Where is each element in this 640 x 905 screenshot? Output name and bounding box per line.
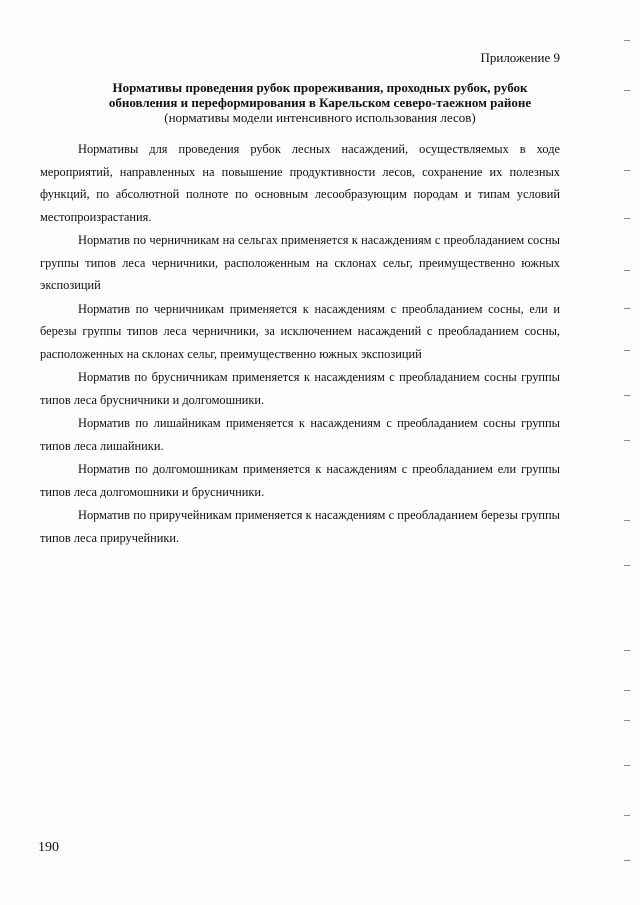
scan-mark — [624, 308, 630, 309]
paragraph-intro: Нормативы для проведения рубок лесных насаждений, осуществляемых в ходе мероприятий, направленных на повышение продуктивности лесов, сохранение их полезных функций, по абсолютной полноте по основным лесообразующим породам и типам условий местопроизрастания. — [40, 142, 560, 224]
scan-mark — [624, 90, 630, 91]
scan-mark — [624, 170, 630, 171]
title-subtitle: (нормативы модели интенсивного использования лесов) — [164, 110, 476, 125]
scan-mark — [624, 40, 630, 41]
scan-mark — [624, 218, 630, 219]
paragraph-stream-side: Норматив по приручейникам применяется к насаждениям с преобладанием березы группы типов леса приручейники. — [40, 508, 560, 545]
scan-mark — [624, 395, 630, 396]
paragraph-lichen: Норматив по лишайникам применяется к насаждениям с преобладанием сосны группы типов леса лишайники. — [40, 416, 560, 453]
scan-mark — [624, 650, 630, 651]
title-line-2: обновления и переформирования в Карельском северо-таежном районе — [108, 95, 532, 110]
scan-mark — [624, 765, 630, 766]
scan-mark — [624, 350, 630, 351]
scan-mark — [624, 690, 630, 691]
paragraph-blueberry-selga: Норматив по черничникам на сельгах применяется к насаждениям с преобладанием сосны группы типов леса черничники, расположенным на склонах сельг, преимущественно южных экспозиций — [40, 233, 560, 292]
title-line-1: Нормативы проведения рубок прореживания, проходных рубок, рубок — [112, 80, 528, 95]
scan-mark — [624, 815, 630, 816]
scan-margin-marks — [618, 20, 630, 880]
document-body — [40, 138, 560, 550]
paragraph-long-moss: Норматив по долгомошникам применяется к насаждениям с преобладанием ели группы типов леса долгомошники и брусничники. — [40, 462, 560, 499]
paragraph-blueberry: Норматив по черничникам применяется к насаждениям с преобладанием сосны, ели и березы группы типов леса черничники, за исключением насаждений с преобладанием сосны, расположенных на склонах сельг, преимущественно южных экспозиций — [40, 301, 560, 361]
document-title — [60, 80, 580, 125]
scan-mark — [624, 565, 630, 566]
scan-mark — [624, 860, 630, 861]
paragraph-lingonberry: Норматив по брусничникам применяется к насаждениям с преобладанием сосны группы типов леса брусничники и долгомошники. — [40, 370, 560, 407]
scan-mark — [624, 520, 630, 521]
scan-mark — [624, 270, 630, 271]
page-number: 190 — [38, 840, 59, 855]
scan-mark — [624, 720, 630, 721]
scan-mark — [624, 440, 630, 441]
appendix-label: Приложение 9 — [480, 50, 560, 65]
